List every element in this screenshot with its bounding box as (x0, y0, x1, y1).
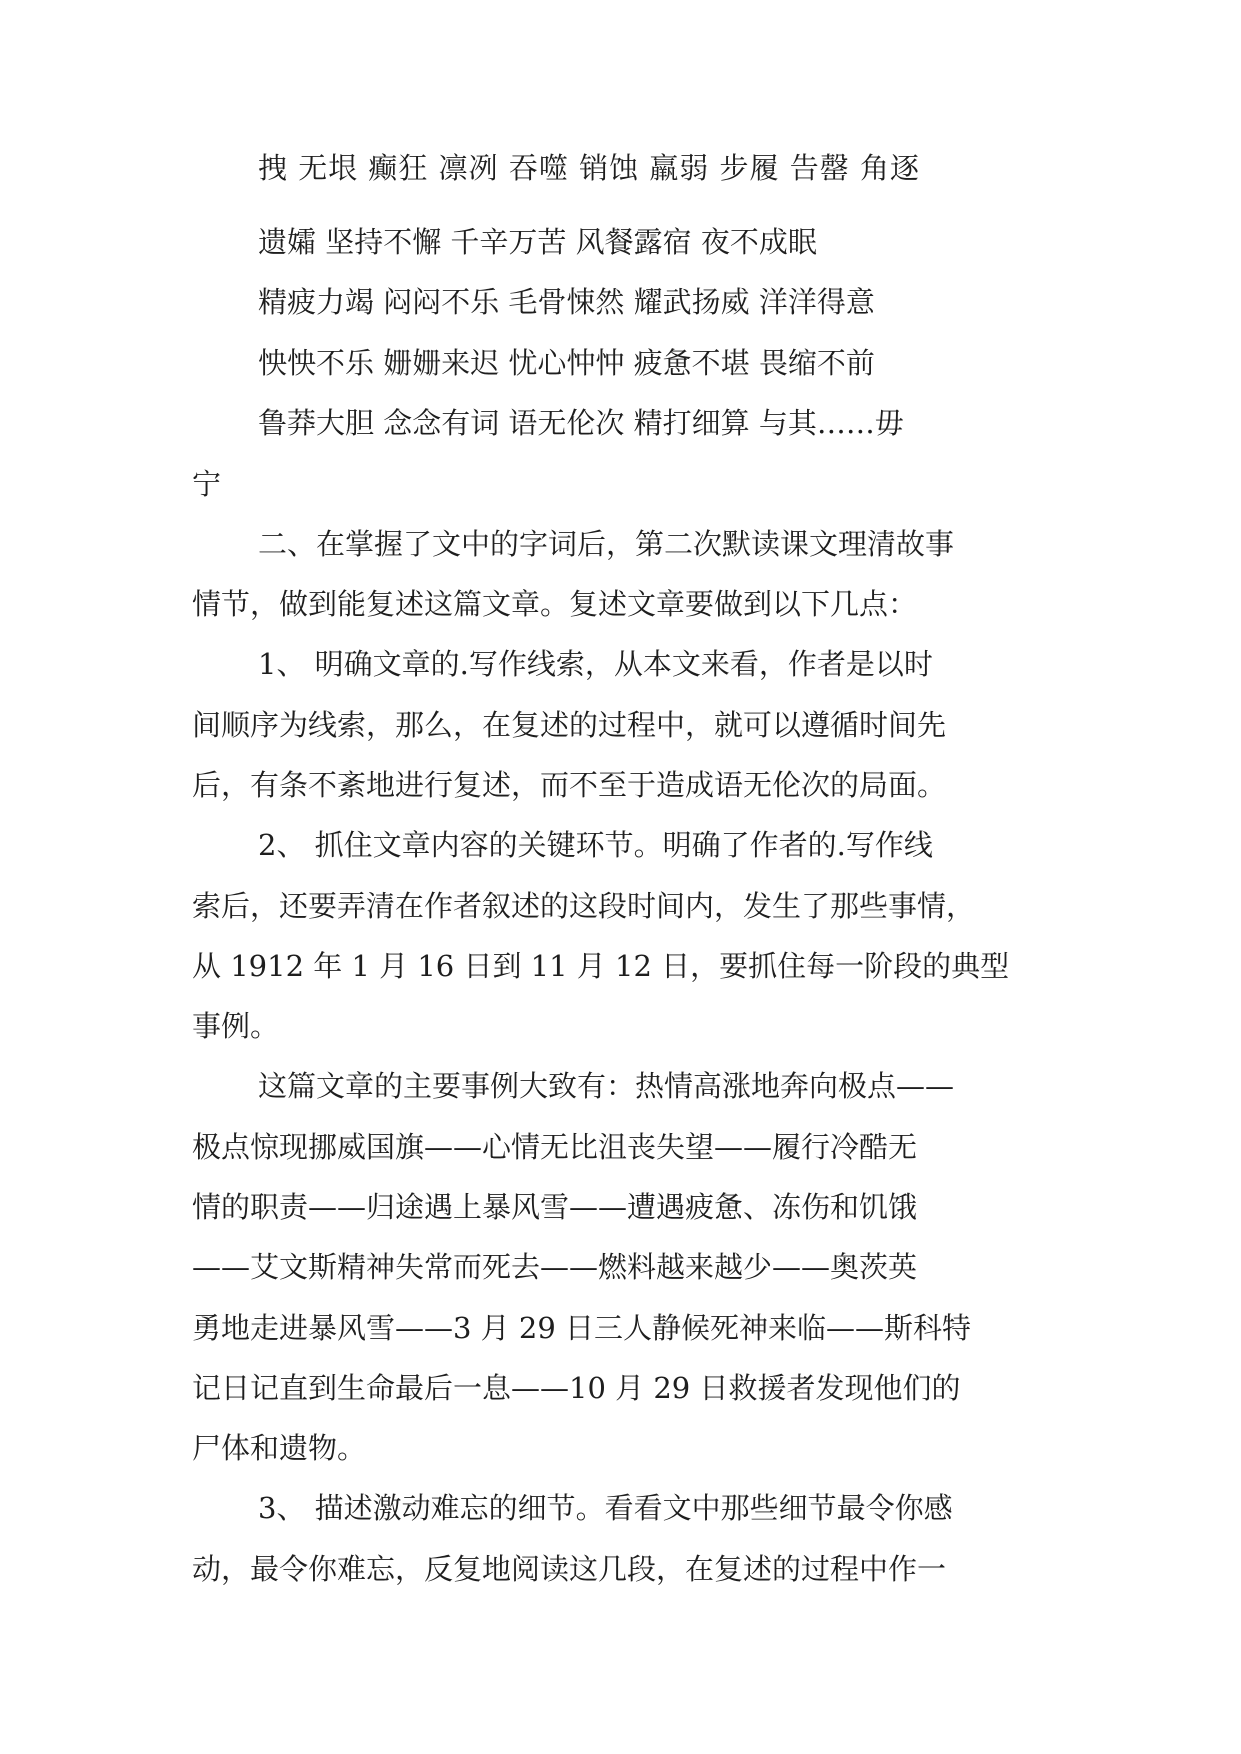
point-1-line-3: 后，有条不紊地进行复述，而不至于造成语无伦次的局面。 (192, 768, 947, 802)
vocab-line-5: 鲁莽大胆 念念有词 语无伦次 精打细算 与其……毋 (258, 406, 904, 440)
vocab-line-2: 遗孀 坚持不懈 千辛万苦 风餐露宿 夜不成眠 (258, 225, 817, 259)
point-2-line-3: 从 1912 年 1 月 16 日到 11 月 12 日，要抓住每一阶段的典型 (192, 949, 1010, 983)
vocab-line-6: 宁 (192, 467, 222, 501)
examples-line-7: 尸体和遗物。 (192, 1431, 367, 1465)
vocab-line-3: 精疲力竭 闷闷不乐 毛骨悚然 耀武扬威 洋洋得意 (258, 285, 875, 319)
vocab-line-1 (258, 148, 1028, 188)
examples-line-2: 极点惊现挪威国旗——心情无比沮丧失望——履行冷酷无 (192, 1130, 918, 1164)
vocab-line-1-text: 拽 无垠 癫狂 凛冽 吞噬 销蚀 羸弱 步履 告罄 角逐 (258, 151, 920, 185)
point-1-line-2: 间顺序为线索，那么，在复述的过程中，就可以遵循时间先 (192, 708, 947, 742)
point-2-line-2: 索后，还要弄清在作者叙述的这段时间内，发生了那些事情， (192, 889, 976, 923)
point-3-line-1: 3、 描述激动难忘的细节。看看文中那些细节最令你感 (258, 1491, 953, 1525)
vocab-line-4: 怏怏不乐 姗姗来迟 忧心忡忡 疲惫不堪 畏缩不前 (258, 346, 875, 380)
point-2-line-4: 事例。 (192, 1009, 280, 1043)
examples-line-3: 情的职责——归途遇上暴风雪——遭遇疲惫、冻伤和饥饿 (192, 1190, 918, 1224)
examples-line-5: 勇地走进暴风雪——3 月 29 日三人静候死神来临——斯科特 (192, 1311, 972, 1345)
point-3-line-2: 动，最令你难忘，反复地阅读这几段，在复述的过程中作一 (192, 1552, 947, 1586)
point-1-line-1: 1、 明确文章的.写作线索，从本文来看，作者是以时 (258, 647, 933, 681)
examples-line-1: 这篇文章的主要事例大致有：热情高涨地奔向极点—— (258, 1069, 955, 1103)
paragraph-2-line-2: 情节，做到能复述这篇文章。复述文章要做到以下几点： (192, 587, 918, 621)
examples-line-4: ——艾文斯精神失常而死去——燃料越来越少——奥茨英 (192, 1250, 918, 1284)
paragraph-2-line-1: 二、在掌握了文中的字词后，第二次默读课文理清故事 (258, 527, 955, 561)
point-2-line-1: 2、 抓住文章内容的关键环节。明确了作者的.写作线 (258, 828, 933, 862)
examples-line-6: 记日记直到生命最后一息——10 月 29 日救援者发现他们的 (192, 1371, 961, 1405)
